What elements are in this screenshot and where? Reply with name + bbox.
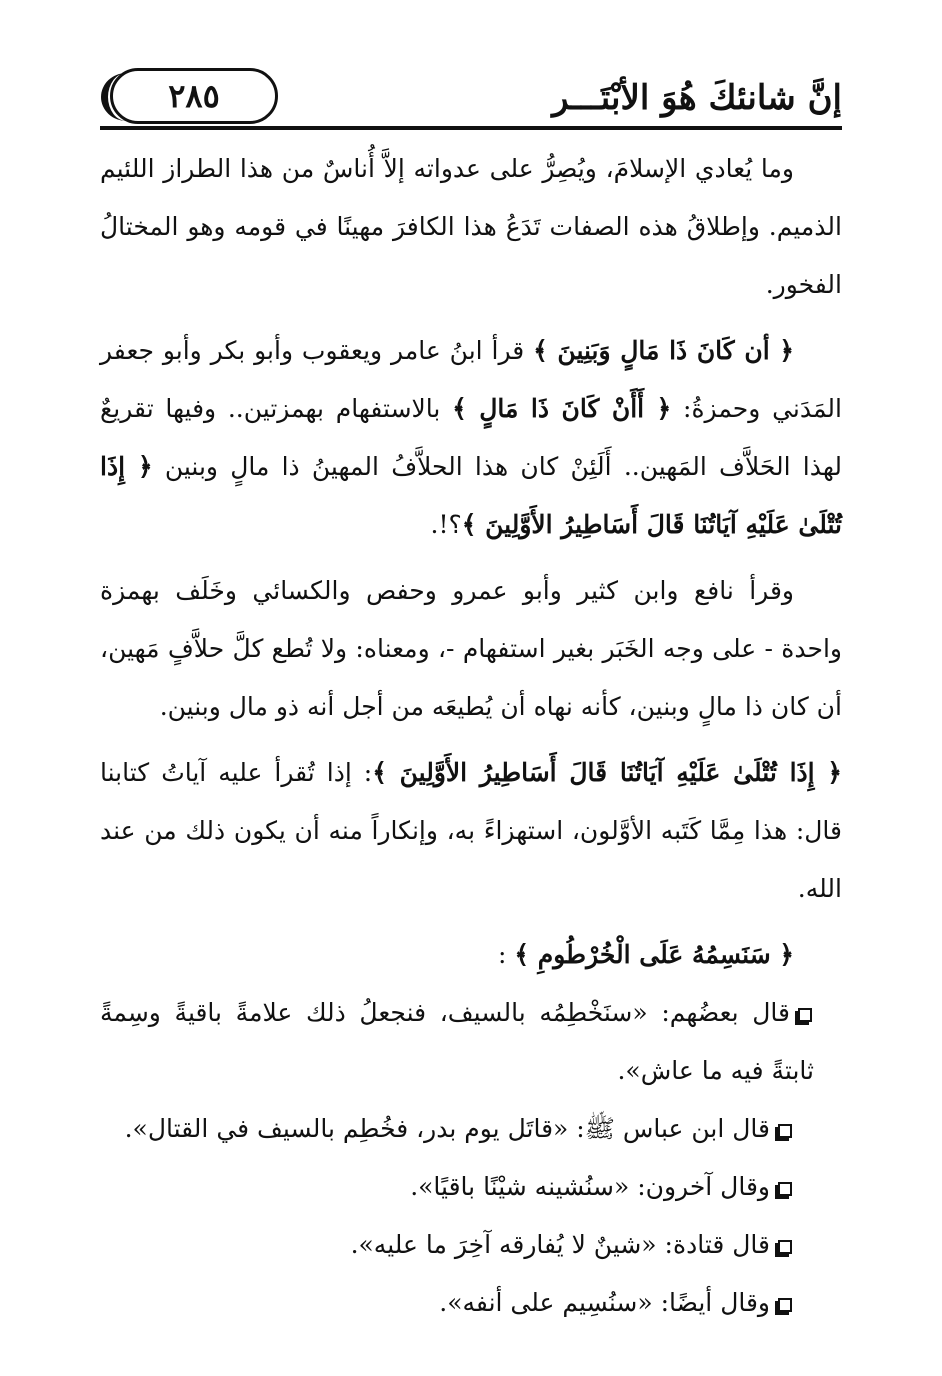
quran-quote: ﴿ إِذَا تُتْلَىٰ عَلَيْهِ آيَاتُنَا قَالَ أَسَاطِيرُ الأَوَّلِينَ ﴾ <box>100 452 842 539</box>
section-heading <box>100 926 842 984</box>
list-item-text: وقال أيضًا: «سنُسِيم على أنفه». <box>439 1288 770 1317</box>
running-title: إنَّ شانئكَ هُوَ الأبْتَـــر <box>552 78 842 118</box>
paragraph-1-text: وما يُعادي الإسلامَ، ويُصِرُّ على عدواته إلاَّ أُناسٌ من هذا الطراز اللئيم الذميم. وإطلاقُ هذه الصفات تَدَعُ هذا الكافرَ مهينًا في قومه وهو المختالُ الفخور. <box>100 154 842 299</box>
box-bullet-icon <box>778 1298 792 1312</box>
paragraph-2-text: قرأ ابنُ عامر ويعقوب وأبو بكر وأبو جعفر المَدَني وحمزةُ: <box>100 336 842 423</box>
list-item <box>100 984 842 1100</box>
box-bullet-icon <box>778 1124 792 1138</box>
list-item <box>100 1216 842 1274</box>
paragraph-2-text: بالاستفهام بهمزتين.. وفيها تقريعٌ لهذا الحَلاَّف المَهين.. أَلَئِنْ كان هذا الحلاَّفُ المهينُ ذا مالٍ وبنين <box>100 394 842 481</box>
paragraph-1 <box>100 140 842 314</box>
list-item <box>100 1100 842 1158</box>
box-bullet-icon <box>778 1182 792 1196</box>
quran-quote: ﴿ أن كَانَ ذَا مَالٍ وَبَنِينَ ﴾ <box>533 336 794 365</box>
paragraph-4 <box>100 744 842 918</box>
quran-quote: ﴿ إِذَا تُتْلَىٰ عَلَيْهِ آيَاتُنَا قَالَ أَسَاطِيرُ الأَوَّلِينَ ﴾ <box>372 758 843 787</box>
paragraph-3-text: وقرأ نافع وابن كثير وأبو عمرو وحفص والكسائي وخَلَف بهمزة واحدة - على وجه الخَبَر بغير استفهام -، ومعناه: ولا تُطع كلَّ حلاَّفٍ مَهين، أن كان ذا مالٍ وبنين، كأنه نهاه أن يُطيعَه من أجل أنه ذو مال وبنين. <box>100 576 842 721</box>
list-item-text: قال بعضُهم: «سنَخْطِمُه بالسيف، فنجعلُ ذلك علامةً باقيةً وسِمةً ثابتةً فيه ما عاش». <box>100 998 814 1085</box>
box-bullet-icon <box>778 1240 792 1254</box>
paragraph-4-text: : إذا تُقرأ عليه آياتُ كتابنا قال: هذا مِمَّا كَتَبه الأوَّلون، استهزاءً به، وإنكاراً منه أن يكون ذلك من عند الله. <box>100 758 842 903</box>
paragraph-3 <box>100 562 842 736</box>
paragraph-2-text: ؟!. <box>430 510 462 539</box>
section-heading-suffix: : <box>498 940 507 969</box>
list-item-text: قال ابن عباس ﷺ: «قاتَل يوم بدر، فخُطِم بالسيف في القتال». <box>124 1114 770 1143</box>
header-rule <box>100 126 842 130</box>
page-header <box>100 64 842 130</box>
box-bullet-icon <box>798 1008 812 1022</box>
list-item <box>100 1274 842 1332</box>
list-item <box>100 1158 842 1216</box>
list-item-text: قال قتادة: «شينٌ لا يُفارقه آخِرَ ما عليه». <box>350 1230 770 1259</box>
page-body <box>100 140 842 1332</box>
paragraph-2 <box>100 322 842 554</box>
page-number-badge <box>110 68 278 124</box>
page-number: ٢٨٥ <box>168 77 220 115</box>
list-item-text: وقال آخرون: «سنُشينه شيْنًا باقيًا». <box>410 1172 770 1201</box>
section-heading-quote: ﴿ سَنَسِمُهُ عَلَى الْخُرْطُومِ ﴾ <box>514 940 794 969</box>
quran-quote: ﴿ أَأَنْ كَانَ ذَا مَالٍ ﴾ <box>452 394 672 423</box>
